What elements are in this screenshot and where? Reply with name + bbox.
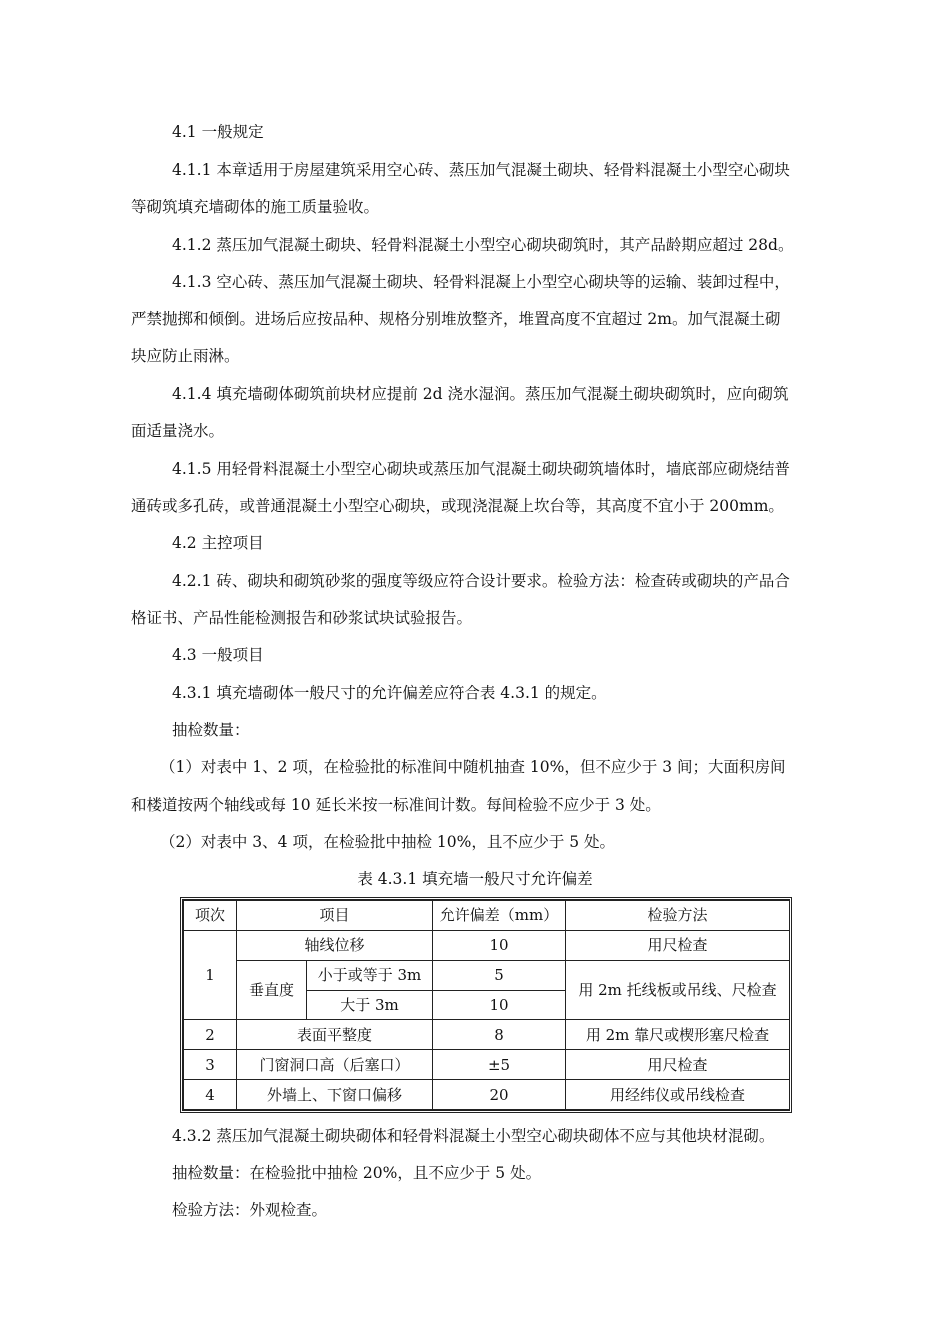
cell-flatness-tolerance: 8: [433, 1020, 566, 1050]
cell-door-item: 门窗洞口高（后塞口）: [237, 1050, 433, 1080]
cell-window-method: 用经纬仪或吊线检查: [566, 1080, 790, 1110]
row-no-2: 2: [184, 1020, 237, 1050]
paragraph-4-1-3-line2: 严禁抛掷和倾倒。进场后应按品种、规格分别堆放整齐，堆置高度不宜超过 2m。加气混凝土砌: [131, 310, 781, 328]
table-caption: 表 4.3.1 填充墙一般尺寸允许偏差: [357, 870, 593, 888]
cell-window-item: 外墙上、下窗口偏移: [237, 1080, 433, 1110]
cell-door-method: 用尺检查: [566, 1050, 790, 1080]
sampling-quantity-4-3-2: 抽检数量：在检验批中抽检 20%，且不应少于 5 处。: [172, 1164, 542, 1182]
cell-vertical-item: 垂直度: [237, 960, 307, 1020]
table-row: [184, 1050, 790, 1080]
sampling-item-1-line1: （1）对表中 1、2 项，在检验批的标准间中随机抽查 10%，但不应少于 3 间；大面积房间: [160, 758, 786, 776]
paragraph-4-1-5-line1: 4.1.5 用轻骨料混凝土小型空心砌块或蒸压加气混凝土砌块砌筑墙体时，墙底部应砌烧结普: [172, 460, 790, 478]
paragraph-4-2-1-line1: 4.2.1 砖、砌块和砌筑砂浆的强度等级应符合设计要求。检验方法：检查砖或砌块的产品合: [172, 572, 790, 590]
paragraph-4-1-4-line2: 面适量浇水。: [131, 422, 225, 440]
paragraph-4-1-1-line1: 4.1.1 本章适用于房屋建筑采用空心砖、蒸压加气混凝土砌块、轻骨料混凝土小型空心砌块: [172, 161, 790, 179]
table-row: [184, 930, 790, 960]
header-item: 项目: [237, 901, 433, 931]
cell-vertical-sub1: 小于或等于 3m: [307, 960, 433, 990]
paragraph-4-1-2: 4.1.2 蒸压加气混凝土砌块、轻骨料混凝土小型空心砌块砌筑时，其产品龄期应超过 28d。: [172, 236, 794, 254]
sampling-item-1-line2: 和楼道按两个轴线或每 10 延长米按一标准间计数。每间检验不应少于 3 处。: [131, 796, 661, 814]
row-no-3: 3: [184, 1050, 237, 1080]
section-heading-4-1: 4.1 一般规定: [172, 123, 264, 141]
table-row: [184, 960, 790, 990]
sampling-item-2: （2）对表中 3、4 项，在检验批中抽检 10%，且不应少于 5 处。: [160, 833, 616, 851]
paragraph-4-1-3-line1: 4.1.3 空心砖、蒸压加气混凝土砌块、轻骨料混凝上小型空心砌块等的运输、装卸过程中，: [172, 273, 790, 291]
deviation-table-frame: [180, 897, 792, 1113]
cell-vertical-tolerance1: 5: [433, 960, 566, 990]
section-heading-4-2: 4.2 主控项目: [172, 534, 264, 552]
row-no-1: 1: [184, 930, 237, 1020]
paragraph-4-1-3-line3: 块应防止雨淋。: [131, 347, 240, 365]
cell-axis-item: 轴线位移: [237, 930, 433, 960]
header-method: 检验方法: [566, 901, 790, 931]
header-no: 项次: [184, 901, 237, 931]
row-no-4: 4: [184, 1080, 237, 1110]
cell-flatness-method: 用 2m 靠尺或楔形塞尺检查: [566, 1020, 790, 1050]
cell-window-tolerance: 20: [433, 1080, 566, 1110]
cell-axis-method: 用尺检查: [566, 930, 790, 960]
table-row: [184, 1080, 790, 1110]
paragraph-4-2-1-line2: 格证书、产品性能检测报告和砂浆试块试验报告。: [131, 609, 473, 627]
paragraph-4-3-2: 4.3.2 蒸压加气混凝土砌块砌体和轻骨料混凝土小型空心砌块砌体不应与其他块材混砌。: [172, 1127, 775, 1145]
deviation-table: [183, 900, 790, 1110]
paragraph-4-1-4-line1: 4.1.4 填充墙砌体砌筑前块材应提前 2d 浇水湿润。蒸压加气混凝土砌块砌筑时，应向砌筑: [172, 385, 789, 403]
cell-vertical-sub2: 大于 3m: [307, 990, 433, 1020]
inspection-method-4-3-2: 检验方法：外观检查。: [172, 1201, 328, 1219]
table-header-row: [184, 901, 790, 931]
table-row: [184, 1020, 790, 1050]
paragraph-4-1-5-line2: 通砖或多孔砖，或普通混凝土小型空心砌块，或现浇混凝上坎台等，其高度不宜小于 200mm。: [131, 497, 784, 515]
header-tolerance: 允许偏差（mm）: [433, 901, 566, 931]
paragraph-4-1-1-line2: 等砌筑填充墙砌体的施工质量验收。: [131, 198, 380, 216]
cell-flatness-item: 表面平整度: [237, 1020, 433, 1050]
sampling-quantity-label: 抽检数量：: [172, 721, 250, 739]
paragraph-4-3-1: 4.3.1 填充墙砌体一般尺寸的允许偏差应符合表 4.3.1 的规定。: [172, 684, 607, 702]
section-heading-4-3: 4.3 一般项目: [172, 646, 264, 664]
cell-vertical-tolerance2: 10: [433, 990, 566, 1020]
cell-door-tolerance: ±5: [433, 1050, 566, 1080]
cell-axis-tolerance: 10: [433, 930, 566, 960]
cell-vertical-method: 用 2m 托线板或吊线、尺检查: [566, 960, 790, 1020]
